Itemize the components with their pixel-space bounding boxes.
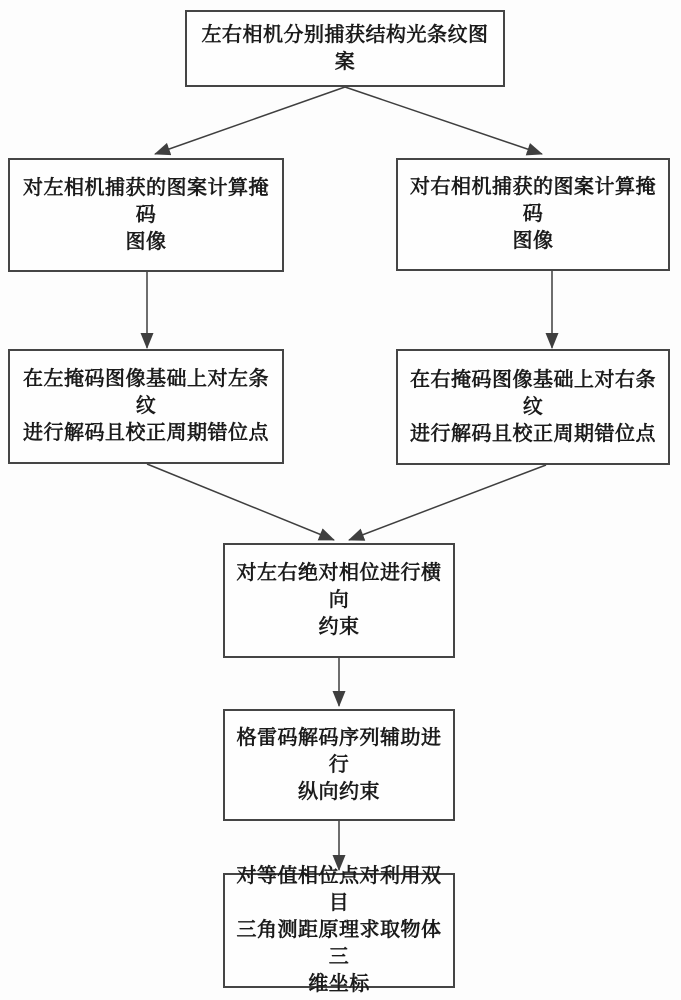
node-right-decode-label: 在右掩码图像基础上对右条纹 进行解码且校正周期错位点 <box>410 368 656 445</box>
node-horizontal-constraint-label: 对左右绝对相位进行横向 约束 <box>236 562 442 638</box>
node-left-decode <box>8 349 284 464</box>
node-left-decode-label: 在左掩码图像基础上对左条纹 进行解码且校正周期错位点 <box>23 368 269 444</box>
node-triangulation-label: 对等值相位点对利用双目 三角测距原理求取物体三 维坐标 <box>236 865 442 995</box>
arrow-capture-to-right-mask <box>345 87 542 154</box>
node-vertical-constraint <box>223 709 455 821</box>
node-vertical-constraint-label: 格雷码解码序列辅助进行 纵向约束 <box>236 726 442 803</box>
node-capture-label: 左右相机分别捕获结构光条纹图案 <box>201 23 489 73</box>
node-right-mask-label: 对右相机捕获的图案计算掩码 图像 <box>410 176 656 252</box>
node-left-mask-label: 对左相机捕获的图案计算掩码 图像 <box>23 176 269 253</box>
node-right-decode <box>396 349 670 465</box>
node-left-mask <box>8 158 284 272</box>
arrow-right-decode-to-horizontal <box>349 465 546 540</box>
node-horizontal-constraint <box>223 543 455 658</box>
arrow-capture-to-left-mask <box>155 87 345 154</box>
arrow-left-decode-to-horizontal <box>147 464 334 540</box>
node-capture <box>185 10 505 87</box>
node-right-mask <box>396 158 670 271</box>
node-triangulation <box>223 865 455 995</box>
